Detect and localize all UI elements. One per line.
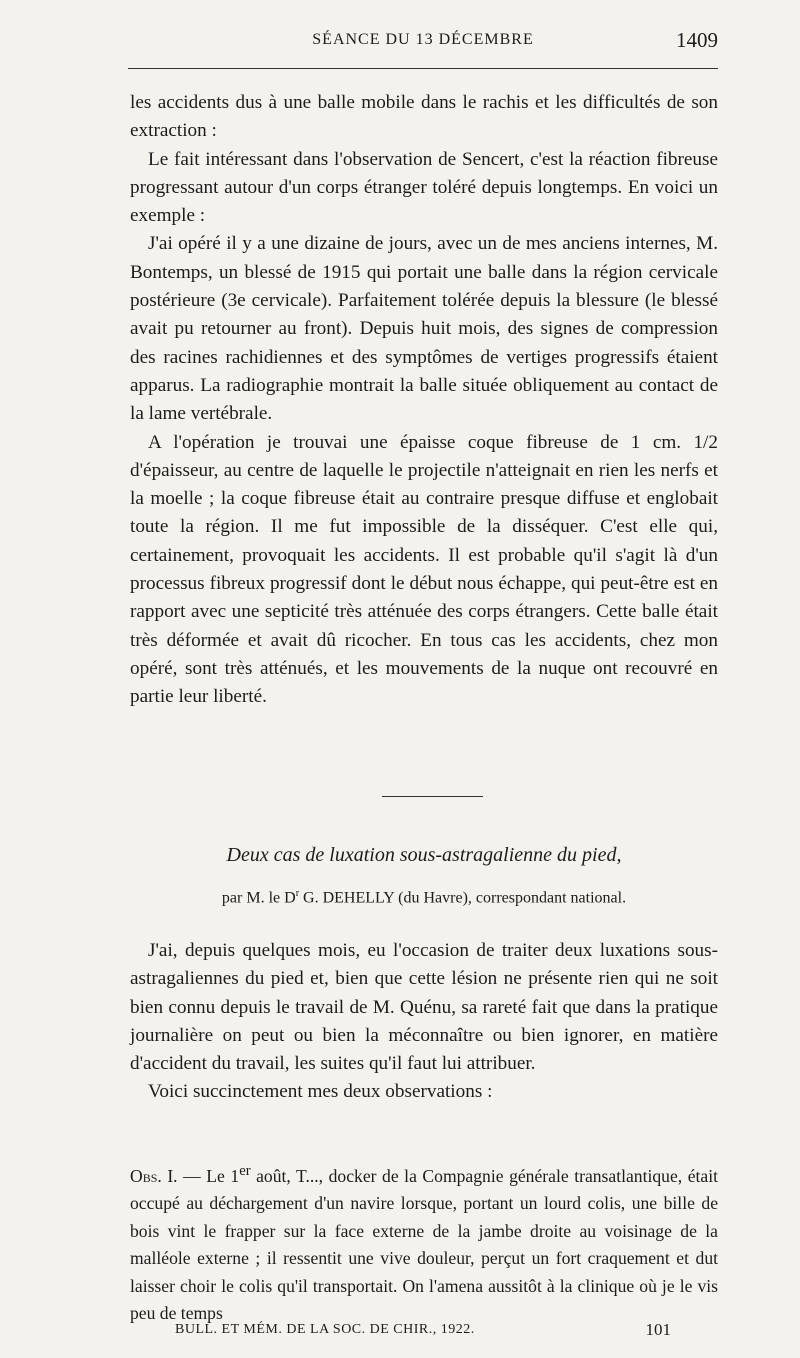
observation-text-start: — Le 1 (177, 1165, 240, 1186)
observation-text: août, T..., docker de la Compagnie générale transatlantique, était occupé au déchargement d'un navire lorsque, portant un lourd colis, une bille de bois vint le frapper sur la face externe de la jambe droite au voisinage de la malléole externe ; il ressentit une vive douleur, perçut un fort craquement et dut laisser choir le colis qu'il transportait. On l'amena aussitôt à la clinique où je le vis peu de temps (130, 1165, 718, 1324)
section-separator (382, 796, 483, 797)
article-introduction (130, 937, 718, 1107)
article-byline (130, 888, 718, 907)
paragraph: Voici succinctement mes deux observations : (148, 1081, 493, 1103)
paragraph: J'ai, depuis quelques mois, eu l'occasion de traiter deux luxations sous-astragaliennes du pied et, bien que cette lésion ne présente rien qui ne soit bien connu depuis le travail de M. Quénu, sa rareté fait que dans la pratique journalière on peut ou bien la méconnaître ou bien ignorer, en matière d'accident du travail, les suites qu'il faut lui attribuer. (130, 940, 718, 1075)
sheet-number: 101 (645, 1320, 671, 1339)
observation-block (130, 1158, 718, 1328)
paragraph: les accidents dus à une balle mobile dans le rachis et les difficultés de son extraction : (130, 92, 718, 142)
running-title: SÉANCE DU 13 DÉCEMBRE (312, 31, 534, 48)
observation-paragraph (130, 1158, 718, 1328)
journal-reference: BULL. ET MÉM. DE LA SOC. DE CHIR., 1922. (175, 1322, 475, 1337)
byline-superscript: r (295, 888, 300, 899)
observation-superscript: er (239, 1163, 251, 1179)
article-title: Deux cas de luxation sous-astragalienne du pied, (226, 844, 622, 866)
running-header (128, 28, 718, 52)
page-number: 1409 (676, 28, 718, 52)
paragraph: A l'opération je trouvai une épaisse coque fibreuse de 1 cm. 1/2 d'épaisseur, au centre de laquelle le projectile n'atteignait en rien les nerfs et la moelle ; la coque fibreuse était au contraire presque diffuse et englobait toute la région. Il me fut impossible de la disséquer. C'est elle qui, certainement, provoquait les accidents. Il est probable qu'il s'agit là d'un processus fibreux progressif dont le début nous échappe, qui peut-être est en rapport avec une septicité très atténuée des corps étrangers. Cette balle était très déformée et avait dû ricocher. En tous cas les accidents, chez mon opéré, sont très atténués, et les mouvements de la nuque ont recouvré en partie leur liberté. (130, 431, 718, 708)
byline-author: G. DEHELLY (du Havre), correspondant national. (299, 889, 627, 907)
paragraph: Le fait intéressant dans l'observation de Sencert, c'est la réaction fibreuse progressant autour d'un corps étranger toléré depuis longtemps. En voici un exemple : (130, 148, 718, 227)
byline-prefix: par M. le D (221, 889, 296, 907)
section-continuation (130, 89, 718, 712)
observation-label: Obs. I. (130, 1165, 178, 1186)
page-footer (175, 1320, 675, 1342)
header-rule (128, 68, 718, 69)
paragraph: J'ai opéré il y a une dizaine de jours, avec un de mes anciens internes, M. Bontemps, un blessé de 1915 qui portait une balle dans la région cervicale postérieure (3e cervicale). Parfaitement tolérée depuis la blessure (le blessé avait pu retourner au front). Depuis huit mois, des signes de compression des racines rachidiennes et des symptômes de vertiges progressifs étaient apparus. La radiographie montrait la balle située obliquement au contact de la lame vertébrale. (130, 233, 718, 425)
